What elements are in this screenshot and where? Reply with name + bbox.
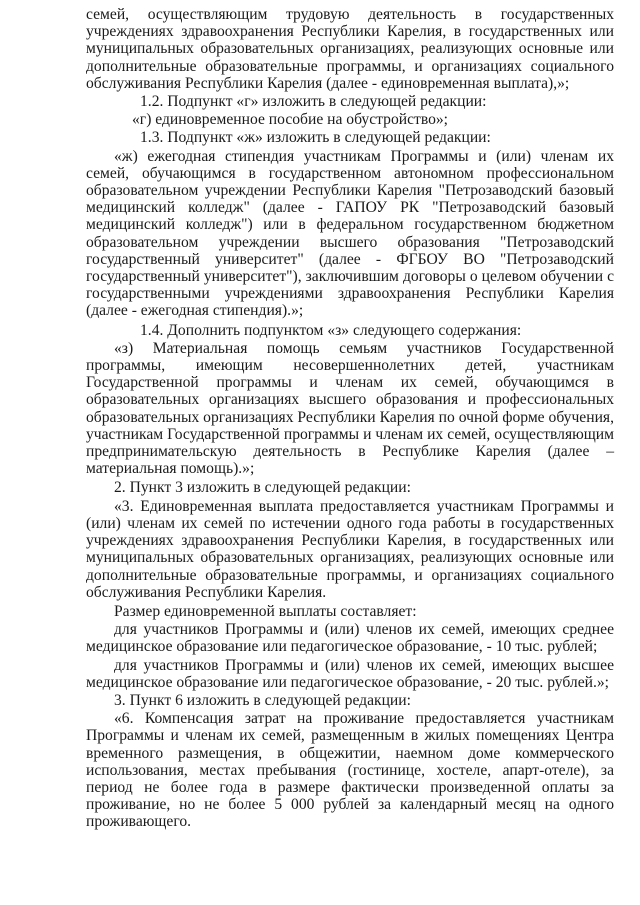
paragraph-item-3: 3. Пункт 6 изложить в следующей редакции: — [114, 691, 411, 709]
paragraph-subpoint-z: «з) Материальная помощь семьям участников Государственной программы, имеющим несовершеннолетних детей, участникам Государственной программы и членам их семей, обучающимся в образовательных организациях высшего образования и профессиональных образовательных организациях Республики Карелия по очной форме обучения, участникам Государственной программы и членам их семей, осуществляющим предпринимательскую деятельность в Республике Карелия (далее – материальная помощь).»; — [86, 339, 614, 478]
paragraph-item-1-4: 1.4. Дополнить подпунктом «з» следующего содержания: — [140, 321, 522, 339]
paragraph-payment-higher: для участников Программы и (или) членов их семей, имеющих высшее медицинское образование или педагогическое образование, - 20 тыс. рублей.»; — [86, 656, 614, 691]
paragraph-payment-secondary: для участников Программы и (или) членов их семей, имеющих среднее медицинское образование или педагогическое образование, - 10 тыс. рублей; — [86, 621, 614, 656]
paragraph-point-3: «3. Единовременная выплата предоставляется участникам Программы и (или) членам их семей по истечении одного года работы в государственных учреждениях здравоохранения Республики Карелия, в государственных или муниципальных образовательных организациях, реализующих основные или дополнительные образовательные программы, и организациях социального обслуживания Республики Карелия. — [86, 497, 614, 601]
paragraph-subpoint-g: «г) единовременное пособие на обустройство»; — [132, 111, 449, 129]
paragraph-subpoint-zh: «ж) ежегодная стипендия участникам Программы и (или) членам их семей, обучающимся в государственном автономном профессиональном образовательном учреждении Республики Карелия "Петрозаводский базовый медицинский колледж" (далее - ГАПОУ РК "Петрозаводский базовый медицинский колледж") или в федеральном государственном бюджетном образовательном учреждении высшего образования "Петрозаводский государственный университет" (далее - ФГБОУ ВО "Петрозаводский государственный университет"), заключившим договоры о целевом обучении с государственными учреждениями здравоохранения Республики Карелия (далее - ежегодная стипендия).»; — [86, 147, 614, 320]
paragraph-item-2: 2. Пункт 3 изложить в следующей редакции: — [114, 479, 411, 497]
paragraph-item-1-2: 1.2. Подпункт «г» изложить в следующей редакции: — [140, 93, 487, 111]
paragraph-payment-size: Размер единовременной выплаты составляет: — [114, 602, 417, 620]
paragraph-continuation: семей, осуществляющим трудовую деятельность в государственных учреждениях здравоохранения Республики Карелия, в государственных или муниципальных образовательных организациях, реализующих основные или дополнительные образовательные программы, и организациях социального обслуживания Республики Карелия (далее - единовременная выплата),»; — [86, 6, 614, 92]
document-body — [86, 6, 614, 831]
paragraph-point-6: «6. Компенсация затрат на проживание предоставляется участникам Программы и членам их семей, размещенным в жилых помещениях Центра временного размещения, в общежитии, наемном доме коммерческого использования, местах пребывания (гостинице, хостеле, апарт-отеле), за период не более года в размере фактически произведенной оплаты за проживание, но не более 5 000 рублей за календарный месяц на одного проживающего. — [86, 710, 614, 831]
paragraph-item-1-3: 1.3. Подпункт «ж» изложить в следующей редакции: — [140, 129, 491, 147]
